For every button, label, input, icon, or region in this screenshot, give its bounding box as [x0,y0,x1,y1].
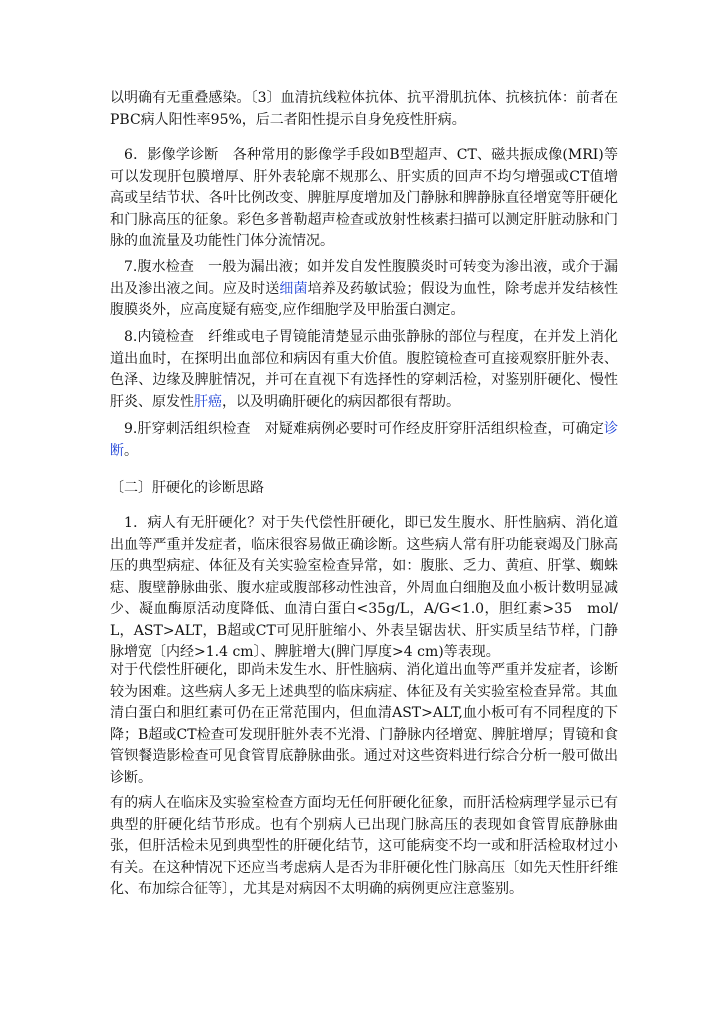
paragraph-atypical [110,793,618,901]
paragraph-endoscopy [110,327,618,413]
paragraph-decompensated [110,513,618,664]
paragraph-ascites-text-a: 7.腹水检查 一般为漏出液；如并发自发性腹膜炎时可转变为渗出液，或介于漏出及渗出液之间。应及时送 [110,259,618,297]
paragraph-serology [110,88,618,131]
paragraph-decompensated-text: 1．病人有无肝硬化？对于失代偿性肝硬化，即已发生腹水、肝性脑病、消化道出血等严重并发症者，临床很容易做正确诊断。这些病人常有肝功能衰竭及门脉高压的典型病症、体征及有关实验室检查异常，如：腹胀、乏力、黄疸、肝掌、蜘蛛痣、腹壁静脉曲张、腹水症或腹部移动性浊音，外周血白细胞及血小板计数明显减少、凝血酶原活动度降低、血清白蛋白<35g/L，A/G<1.0，胆红素>35 mol/L，AST>ALT，B超或CT可见肝脏缩小、外表呈锯齿状、肝实质呈结节样，门静脉增宽〔内经>1.4 cm〕、脾脏增大(脾门厚度>4 cm)等表现。 [110,515,618,660]
paragraph-endoscopy-text-a: 8.内镜检查 纤维或电子胃镜能清楚显示曲张静脉的部位与程度，在并发上消化道出血时，在探明出血部位和病因有重大价值。腹腔镜检查可直接观察肝脏外表、色泽、边缘及脾脏情况，并可在直视下有选择性的穿刺活检，对鉴别肝硬化、慢性肝炎、原发性 [110,329,618,410]
paragraph-ascites [110,257,618,322]
link-diagnosis[interactable]: 诊断 [110,421,618,459]
paragraph-imaging [110,145,618,253]
paragraph-compensated [110,660,618,789]
paragraph-biopsy-text-b: 。 [124,442,138,459]
section-heading [110,478,618,500]
paragraph-endoscopy-text-b: ，以及明确肝硬化的病因都很有帮助。 [222,393,460,410]
paragraph-compensated-text: 对于代偿性肝硬化，即尚未发生水、肝性脑病、消化道出血等严重并发症者，诊断较为困难。这些病人多无上述典型的临床病症、体征及有关实验室检查异常。其血清白蛋白和胆红素可仍在正常范围内，但血清AST>ALT,血小板可有不同程度的下降；B超或CT检查可发现肝脏外表不光滑、门静脉内径增宽、脾脏增厚；胃镜和食管钡餐造影检查可见食管胃底静脉曲张。通过对这些资料进行综合分析一般可做出诊断。 [110,662,618,786]
paragraph-ascites-text-b: 培养及药敏试验；假设为血性，除考虑并发结核性腹膜炎外，应高度疑有癌变,应作细胞学及甲胎蛋白测定。 [110,280,619,318]
link-liver-cancer[interactable]: 肝癌 [194,393,222,410]
paragraph-biopsy [110,419,618,462]
paragraph-biopsy-text-a: 9.肝穿刺活组织检查 对疑难病例必要时可作经皮肝穿肝活组织检查，可确定 [124,421,604,437]
paragraph-serology-text: 以明确有无重叠感染。〔3〕血清抗线粒体抗体、抗平滑肌抗体、抗核抗体：前者在PBC病人阳性率95%，后二者阳性提示自身免疫性肝病。 [110,90,618,128]
paragraph-imaging-text: 6．影像学诊断 各种常用的影像学手段如B型超声、CT、磁共振成像(MRI)等可以发现肝包膜增厚、肝外表轮廓不规那么、肝实质的回声不均匀增强或CT值增高或呈结节状、各叶比例改变、脾脏厚度增加及门静脉和脾静脉直径增宽等肝硬化和门脉高压的征象。彩色多普勒超声检查或放射性核素扫描可以测定肝脏动脉和门脉的血流量及功能性门体分流情况。 [110,147,618,249]
paragraph-atypical-text: 有的病人在临床及实验室检查方面均无任何肝硬化征象，而肝活检病理学显示已有典型的肝硬化结节形成。也有个别病人已出现门脉高压的表现如食管胃底静脉曲张，但肝活检未见到典型性的肝硬化结节，这可能病变不均一或和肝活检取材过小有关。在这种情况下还应当考虑病人是否为非肝硬化性门脉高压〔如先天性肝纤维化、布加综合征等〕，尤其是对病因不太明确的病例更应注意鉴别。 [110,795,618,897]
section-heading-text: 〔二〕肝硬化的诊断思路 [110,480,264,496]
link-bacteria[interactable]: 细菌 [279,280,308,297]
